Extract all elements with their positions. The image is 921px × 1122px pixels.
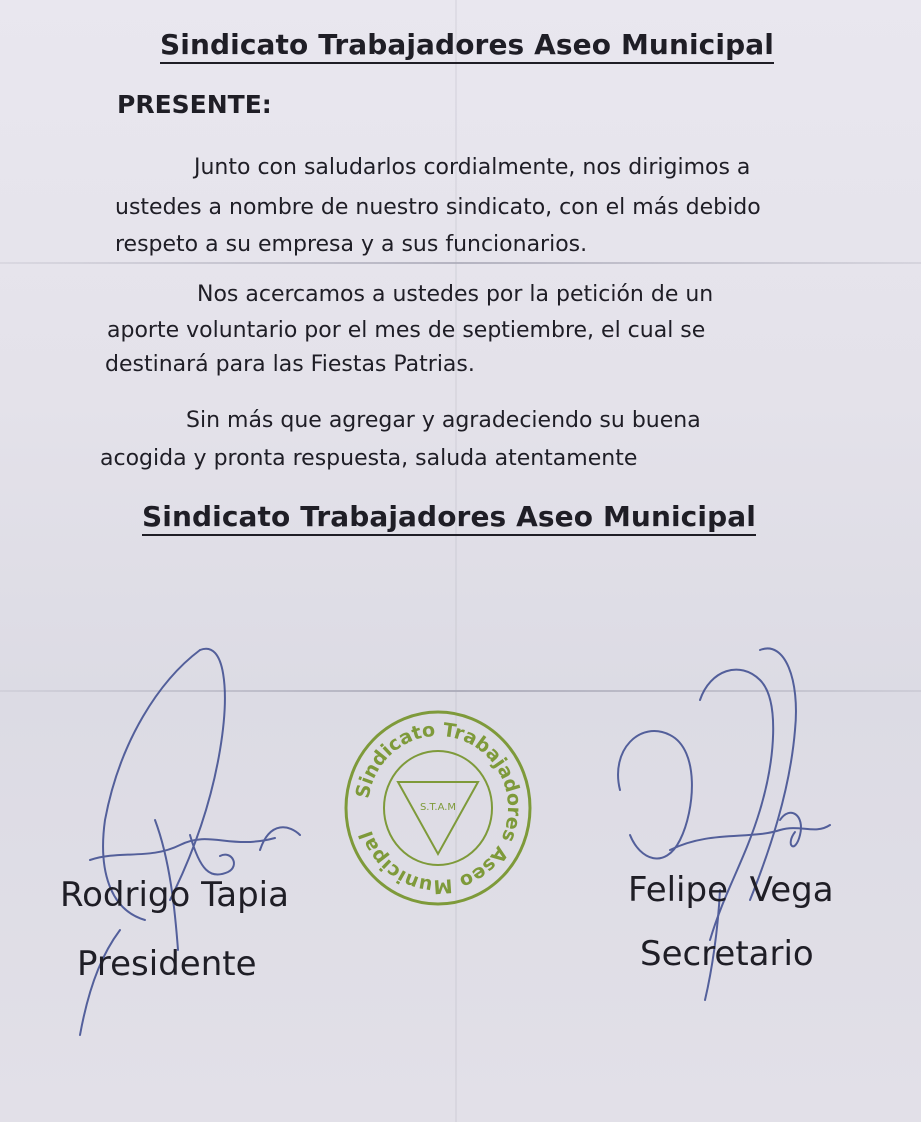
paragraph-3-line-1: Sin más que agregar y agradeciendo su buena xyxy=(186,408,701,433)
signatory-left-name: Rodrigo Tapia xyxy=(60,875,289,915)
paragraph-2-line-1: Nos acercamos a ustedes por la petición de un xyxy=(197,282,714,307)
letter-salutation: PRESENTE: xyxy=(117,90,272,119)
signatory-left-role: Presidente xyxy=(77,944,257,984)
paragraph-1-line-1: Junto con saludarlos cordialmente, nos dirigimos a xyxy=(194,155,751,180)
paragraph-2-line-2: aporte voluntario por el mes de septiembre, el cual se xyxy=(107,318,706,343)
signatory-right-name: Felipe Vega xyxy=(628,870,834,910)
paragraph-3-line-2: acogida y pronta respuesta, saluda atentamente xyxy=(100,446,638,471)
paragraph-1-line-3: respeto a su empresa y a sus funcionarios. xyxy=(115,232,588,257)
paragraph-2-line-3: destinará para las Fiestas Patrias. xyxy=(105,352,475,377)
union-stamp xyxy=(340,706,536,910)
signatory-right-role: Secretario xyxy=(640,934,814,974)
letter-header-title: Sindicato Trabajadores Aseo Municipal xyxy=(160,28,774,64)
signature-scribble-right xyxy=(600,640,860,1040)
paper-fold-upper xyxy=(0,262,921,264)
stamp-ring-text: Sindicato Trabajadores Aseo Municipal xyxy=(351,718,526,898)
letter-closing-title: Sindicato Trabajadores Aseo Municipal xyxy=(142,500,756,536)
stamp-triangle xyxy=(398,782,478,854)
stamp-center-text: S.T.A.M xyxy=(419,802,457,813)
paragraph-1-line-2: ustedes a nombre de nuestro sindicato, con el más debido xyxy=(115,195,761,220)
